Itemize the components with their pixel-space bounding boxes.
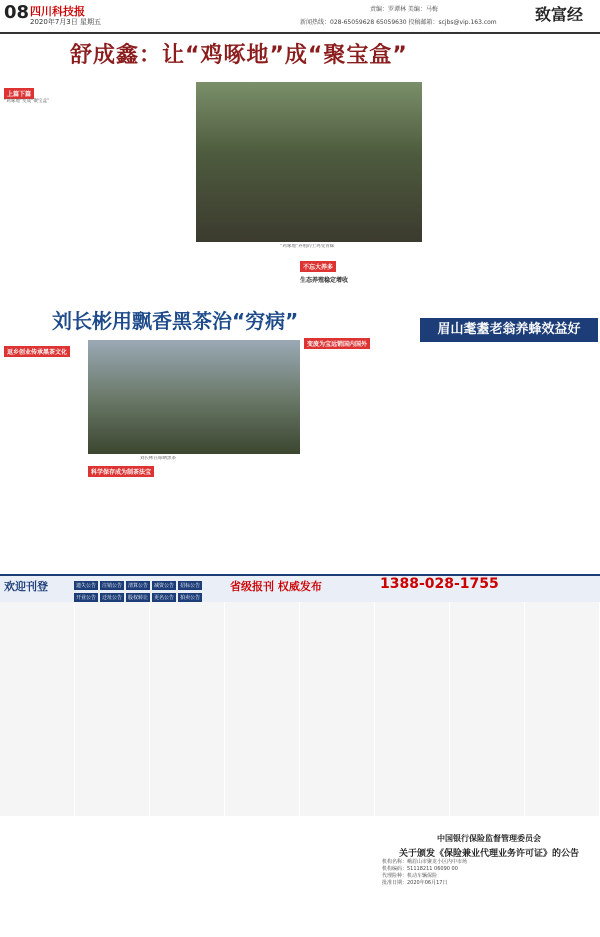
article2-column-2: [88, 466, 192, 570]
article2-photo-caption: 刘长彬在晾晒黑茶: [140, 456, 176, 461]
ad-chip: 清算公告: [128, 583, 149, 589]
article1-subhead-2: “鸡啄地”变成“聚宝盒”: [4, 99, 50, 104]
regulatory-notice: [382, 833, 596, 887]
article2-column-4: [304, 338, 414, 568]
article2-column-1: [4, 338, 84, 568]
article3-column-1: [420, 346, 508, 570]
ad-chip-list: [74, 578, 224, 602]
article2-subhead-1: 返乡创业传承黑茶文化: [4, 346, 70, 357]
article3-title: 眉山耄耋老翁养蜂效益好: [420, 318, 598, 342]
page-number: 08: [4, 2, 30, 23]
notice-subtitle: 关于颁发《保险兼业代理业务许可证》的公告: [398, 849, 579, 859]
notice-title: 中国银行保险监督管理委员会: [437, 834, 541, 843]
article1-column-3: [196, 252, 296, 302]
ad-chip: 迁址公告: [102, 595, 123, 601]
article1-subhead-1: 上篇下篇: [4, 88, 34, 99]
notice-row: 代理险种：机动车辆保险: [382, 873, 438, 879]
ad-chip: 更名公告: [154, 595, 175, 601]
black-tea-photo: [88, 340, 300, 454]
ad-chip: 减资公告: [154, 583, 175, 589]
article2-subhead-3: 变废为宝远销国内国外: [304, 338, 370, 349]
article1-column-2: [96, 80, 192, 295]
article1-subhead-3: [300, 254, 348, 284]
article1-title: 舒成鑫：让“鸡啄地”成“聚宝盒”: [70, 43, 408, 68]
ad-slogan: 省级报刊 权威发布: [230, 580, 322, 593]
section-title: 致富经: [535, 5, 584, 24]
notice-row: 机构编码：51118211 06090 00: [382, 866, 458, 872]
ad-chip: 股权转让: [128, 595, 149, 601]
paper-logo: 四川科技报: [30, 5, 85, 18]
article1-subhead-3-badge: 不忘大养多: [300, 261, 336, 272]
article2-subhead-2: 科学保存成为制茶法宝: [88, 466, 154, 477]
article2-title: 刘长彬用飘香黑茶治“穷病”: [52, 309, 299, 333]
article1-column-1: [4, 80, 92, 295]
article1-subhead-3b: 生态养殖稳定增收: [300, 277, 349, 284]
ad-chip: 开业公告: [76, 595, 97, 601]
article1-column-4: [424, 40, 596, 300]
article2-column-3: [196, 466, 300, 570]
ad-chip: 拍卖公告: [180, 595, 201, 601]
contact-line: 新闻热线：028-65059628 65059630 投稿邮箱：scjbs@vip.163.com: [300, 19, 497, 26]
ad-chip: 注销公告: [102, 583, 123, 589]
article3-column-2: [510, 346, 596, 570]
editor-line: 责编：罗谭林 美编：马梅: [370, 6, 438, 13]
ad-label: 欢迎刊登: [4, 580, 48, 593]
ad-chip: 招标公告: [180, 583, 201, 589]
ad-chip: 遗失公告: [76, 583, 97, 589]
notice-row: 批准日期：2020年06月17日: [382, 880, 448, 886]
notice-row: 机构名称：峨眉山市聚龙小区内中市场: [382, 859, 468, 865]
chicken-farm-photo: [196, 82, 422, 242]
issue-date: 2020年7月3日 星期五: [30, 18, 101, 26]
ad-phone: 1388-028-1755: [380, 576, 499, 592]
article1-photo-caption: “鸡啄地”养殖的土鸡受青睐: [280, 244, 335, 249]
classified-ads-grid: [0, 602, 600, 816]
